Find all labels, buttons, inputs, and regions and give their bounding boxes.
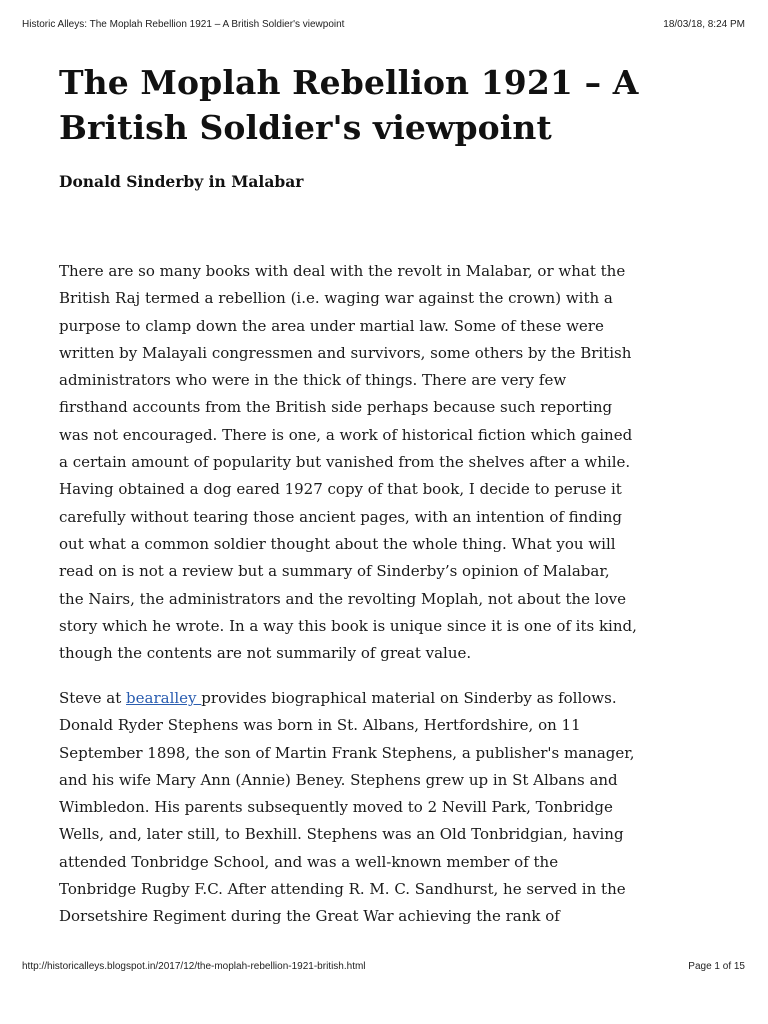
paragraph-line: purpose to clamp down the area under martial law. Some of these were bbox=[59, 316, 604, 335]
print-footer-page-info: Page 1 of 15 bbox=[688, 961, 745, 972]
text-run: provides biographical material on Sinderby as follows. bbox=[201, 689, 617, 707]
paragraph-line: read on is not a review but a summary of Sinderby’s opinion of Malabar, bbox=[59, 562, 610, 581]
bearalley-link[interactable]: bearalley bbox=[126, 689, 202, 707]
print-header-title: Historic Alleys: The Moplah Rebellion 1921 – A British Soldier's viewpoint bbox=[22, 19, 345, 30]
paragraph-line: attended Tonbridge School, and was a well-known member of the bbox=[59, 852, 559, 871]
paragraph-line: There are so many books with deal with the revolt in Malabar, or what the bbox=[59, 262, 626, 280]
paragraph-line: Having obtained a dog eared 1927 copy of that book, I decide to peruse it bbox=[59, 480, 622, 499]
paragraph-line: Donald Ryder Stephens was born in St. Albans, Hertfordshire, on 11 bbox=[59, 716, 581, 735]
paragraph-line: out what a common soldier thought about the whole thing. What you will bbox=[59, 534, 616, 553]
print-header-datetime: 18/03/18, 8:24 PM bbox=[663, 19, 745, 30]
paragraph-line: was not encouraged. There is one, a work of historical fiction which gained bbox=[59, 425, 633, 444]
paragraph-line: story which he wrote. In a way this book is unique since it is one of its kind, bbox=[59, 616, 637, 635]
article-title bbox=[59, 60, 719, 150]
paragraph-line: Wimbledon. His parents subsequently moved to 2 Nevill Park, Tonbridge bbox=[59, 798, 613, 817]
paragraph-line: though the contents are not summarily of great value. bbox=[59, 644, 472, 663]
paragraph-line: Dorsetshire Regiment during the Great War achieving the rank of bbox=[59, 907, 560, 926]
print-footer-url: http://historicalleys.blogspot.in/2017/12/the-moplah-rebellion-1921-british.html bbox=[22, 961, 366, 972]
print-footer bbox=[22, 961, 745, 975]
paragraph-line: firsthand accounts from the British side perhaps because such reporting bbox=[59, 398, 613, 417]
paragraph-biography bbox=[59, 685, 635, 931]
paragraph-line: a certain amount of popularity but vanished from the shelves after a while. bbox=[59, 453, 631, 472]
paragraph-line: and his wife Mary Ann (Annie) Beney. Stephens grew up in St Albans and bbox=[59, 770, 618, 789]
paragraph-line: British Raj termed a rebellion (i.e. waging war against the crown) with a bbox=[59, 289, 613, 308]
paragraph-line: administrators who were in the thick of things. There are very few bbox=[59, 371, 567, 390]
print-header bbox=[22, 19, 745, 33]
text-run: Steve at bbox=[59, 689, 127, 707]
paragraph-line: written by Malayali congressmen and survivors, some others by the British bbox=[59, 343, 632, 362]
paragraph-line: carefully without tearing those ancient pages, with an intention of finding bbox=[59, 507, 623, 526]
article-title-line-1: The Moplah Rebellion 1921 – A bbox=[59, 63, 639, 102]
article-subtitle: Donald Sinderby in Malabar bbox=[59, 172, 304, 191]
paragraph-line: September 1898, the son of Martin Frank Stephens, a publisher's manager, bbox=[59, 743, 635, 762]
paragraph-line: the Nairs, the administrators and the revolting Moplah, not about the love bbox=[59, 589, 626, 608]
paragraph-intro bbox=[59, 258, 637, 667]
paragraph-line bbox=[59, 685, 635, 712]
paragraph-line: Wells, and, later still, to Bexhill. Stephens was an Old Tonbridgian, having bbox=[59, 825, 624, 844]
article bbox=[59, 60, 719, 926]
article-title-line-2: British Soldier's viewpoint bbox=[59, 108, 552, 147]
paragraph-line: Tonbridge Rugby F.C. After attending R. M. C. Sandhurst, he served in the bbox=[59, 880, 626, 899]
